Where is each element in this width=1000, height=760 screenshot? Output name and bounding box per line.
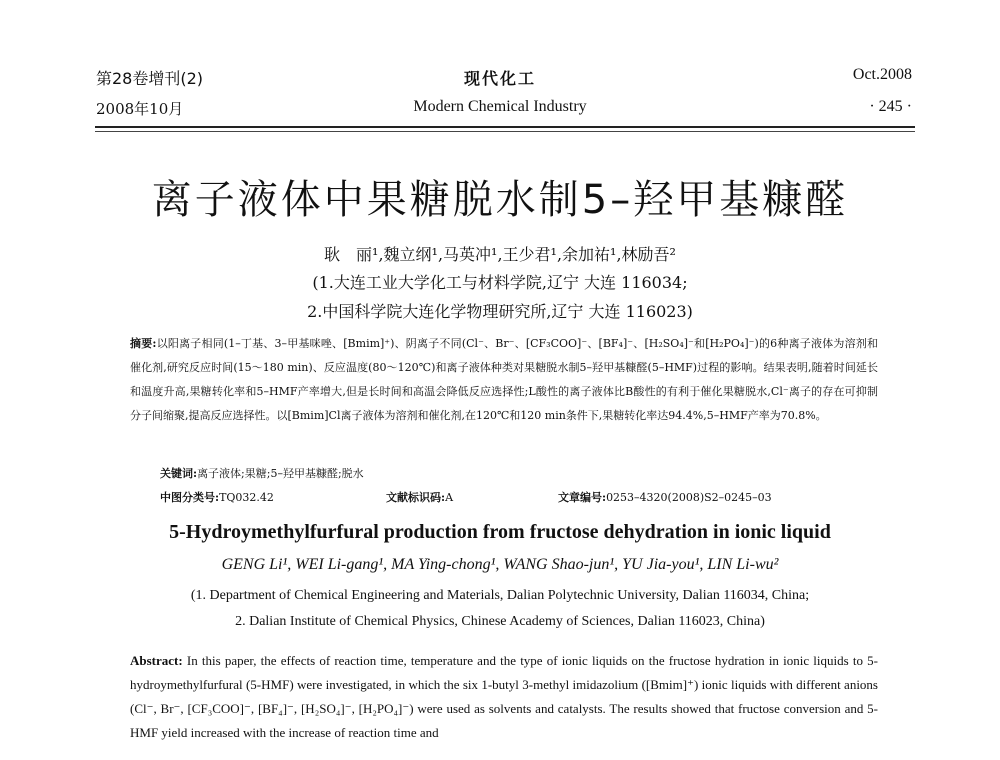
abstract-en-label: Abstract: <box>130 653 183 668</box>
keywords-cn-label: 关键词: <box>160 467 198 480</box>
doc-code-value: A <box>445 491 454 504</box>
affiliation-cn-2: 2.中国科学院大连化学物理研究所,辽宁 大连 116023) <box>307 302 693 321</box>
header-rule-thin <box>95 131 915 132</box>
authors-en: GENG Li¹, WEI Li-gang¹, MA Ying-chong¹, WANG Shao-jun¹, YU Jia-you¹, LIN Li-wu² <box>221 556 779 573</box>
keywords-cn <box>160 465 364 481</box>
header-rule <box>95 126 915 128</box>
doc-code-label: 文献标识码: <box>386 491 446 504</box>
abstract-cn <box>130 332 878 428</box>
page-number: · 245 · <box>869 98 912 115</box>
abstract-cn-text: 以阳离子相同(1–丁基、3–甲基咪唑、[Bmim]⁺)、阴离子不同(Cl⁻、Br⁻、[CF₃COO]⁻、[BF₄]⁻、[H₂SO₄]⁻和[H₂PO₄]⁻)的6种离子液体为溶剂和催化剂,研究反应时间(15～180 min)、反应温度(80～120℃)和离子液体种类对果糖脱水制5–羟甲基糠醛(5–HMF)过程的影响。结果表明,随着时间延长和温度升高,果糖转化率和5–HMF产率增大,但是长时间和高温会降低反应选择性;L酸性的离子液体比B酸性的有利于催化果糖脱水,Cl⁻离子的存在可抑制分子间缩聚,提高反应选择性。以[Bmim]Cl离子液体为溶剂和催化剂,在120℃和120 min条件下,果糖转化率达94.4%,5–HMF产率为70.8%。 <box>130 337 879 422</box>
title-en: 5-Hydroymethylfurfural production from fructose dehydration in ionic liquid <box>169 521 831 543</box>
affiliation-en-1: (1. Department of Chemical Engineering and Materials, Dalian Polytechnic University, Dalian 116034, China; <box>190 588 810 603</box>
article-number-value: 0253–4320(2008)S2–0245–03 <box>606 491 772 504</box>
clc-value: TQ032.42 <box>219 491 274 504</box>
journal-name-cn: 现代化工 <box>463 69 536 88</box>
article-number <box>558 489 772 505</box>
page-title: 离子液体中果糖脱水制5–羟甲基糠醛 <box>151 177 849 223</box>
journal-date-en: Oct.2008 <box>852 66 912 83</box>
clc-number <box>160 489 274 505</box>
affiliation-cn-1: (1.大连工业大学化工与材料学院,辽宁 大连 116034; <box>312 273 688 292</box>
abstract-cn-label: 摘要: <box>130 337 157 350</box>
clc-label: 中图分类号: <box>160 491 220 504</box>
affiliation-en-2: 2. Dalian Institute of Chemical Physics, Chinese Academy of Sciences, Dalian 116023, China) <box>235 614 765 629</box>
authors-cn: 耿 丽¹,魏立纲¹,马英冲¹,王少君¹,余加祐¹,林励吾² <box>324 245 676 264</box>
abstract-en <box>130 649 878 745</box>
doc-code <box>386 489 453 505</box>
journal-name-en: Modern Chemical Industry <box>413 98 587 115</box>
abstract-en-text: In this paper, the effects of reaction time, temperature and the type of ionic liquids on the fructose hydration in ionic liquids to 5-hydroymethylfurfural (5-HMF) were investigated, in which the six 1-butyl 3-methyl imidazolium ([Bmim]⁺) ionic liquids with different anions (Cl⁻, Br⁻, [CF₃COO]⁻, [BF₄]⁻, [H₂SO₄]⁻, [H₂PO₄]⁻) were used as solvents and catalysts. The results showed that fructose conversion and 5-HMF yield increased with the increase of reaction time and <box>130 653 878 740</box>
journal-date-cn: 2008年10月 <box>96 100 184 118</box>
keywords-cn-text: 离子液体;果糖;5–羟甲基糠醛;脱水 <box>197 467 364 480</box>
article-number-label: 文章编号: <box>558 491 607 504</box>
journal-volume: 第28卷增刊(2) <box>96 69 204 88</box>
